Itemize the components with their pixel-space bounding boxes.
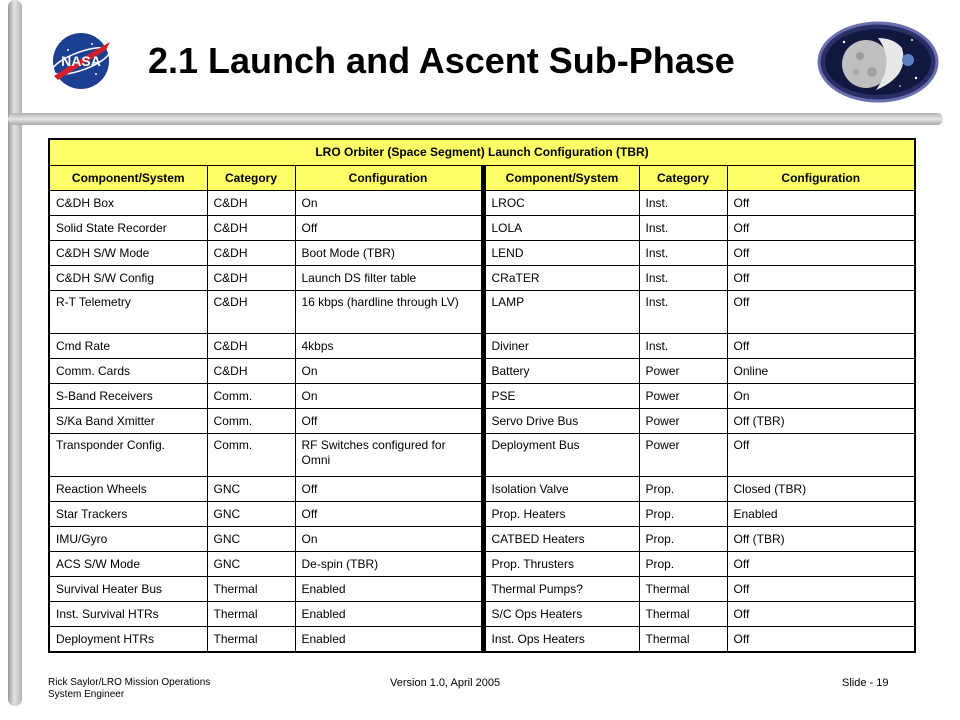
table-cell: Off bbox=[295, 477, 483, 502]
table-cell: On bbox=[295, 527, 483, 552]
table-cell: Thermal bbox=[207, 627, 295, 653]
table-cell: Off bbox=[727, 191, 915, 216]
table-cell: C&DH Box bbox=[49, 191, 207, 216]
table-cell: 4kbps bbox=[295, 334, 483, 359]
table-cell: GNC bbox=[207, 552, 295, 577]
table-cell: Off bbox=[727, 216, 915, 241]
table-cell: Enabled bbox=[295, 577, 483, 602]
table-cell: Inst. bbox=[639, 291, 727, 334]
table-cell: Power bbox=[639, 359, 727, 384]
table-row bbox=[49, 384, 915, 409]
table-row bbox=[49, 602, 915, 627]
column-header: Configuration bbox=[727, 166, 915, 191]
table-header-row bbox=[49, 166, 915, 191]
table-cell: C&DH bbox=[207, 334, 295, 359]
table-cell: Power bbox=[639, 409, 727, 434]
footer-author-name: Rick Saylor/LRO Mission Operations bbox=[48, 677, 211, 688]
table-cell: Online bbox=[727, 359, 915, 384]
table-row bbox=[49, 527, 915, 552]
table-row bbox=[49, 577, 915, 602]
table-cell: Off (TBR) bbox=[727, 409, 915, 434]
table-row bbox=[49, 477, 915, 502]
left-decorative-bar bbox=[8, 0, 22, 706]
table-cell: Enabled bbox=[727, 502, 915, 527]
table-row bbox=[49, 291, 915, 334]
column-header: Category bbox=[207, 166, 295, 191]
footer-version: Version 1.0, April 2005 bbox=[390, 677, 501, 689]
table-cell: Deployment HTRs bbox=[49, 627, 207, 653]
table-cell: Thermal bbox=[207, 602, 295, 627]
svg-text:NASA: NASA bbox=[61, 53, 101, 69]
column-header: Component/System bbox=[483, 166, 639, 191]
table-row bbox=[49, 191, 915, 216]
table-cell: Boot Mode (TBR) bbox=[295, 241, 483, 266]
table-cell: LEND bbox=[483, 241, 639, 266]
table-cell: C&DH S/W Config bbox=[49, 266, 207, 291]
table-cell: C&DH bbox=[207, 191, 295, 216]
table-cell: On bbox=[295, 359, 483, 384]
table-cell: Power bbox=[639, 434, 727, 477]
table-cell: Off bbox=[727, 602, 915, 627]
table-cell: Comm. Cards bbox=[49, 359, 207, 384]
table-cell: C&DH bbox=[207, 359, 295, 384]
table-cell: GNC bbox=[207, 527, 295, 552]
table-cell: On bbox=[295, 384, 483, 409]
table-row bbox=[49, 334, 915, 359]
table-cell: Off bbox=[295, 502, 483, 527]
table-cell: Battery bbox=[483, 359, 639, 384]
table-cell: Solid State Recorder bbox=[49, 216, 207, 241]
table-cell: Launch DS filter table bbox=[295, 266, 483, 291]
table-row bbox=[49, 359, 915, 384]
table-row bbox=[49, 216, 915, 241]
table-cell: C&DH S/W Mode bbox=[49, 241, 207, 266]
table-caption-row bbox=[49, 139, 915, 166]
column-header: Category bbox=[639, 166, 727, 191]
table-cell: Inst. Survival HTRs bbox=[49, 602, 207, 627]
column-header: Configuration bbox=[295, 166, 483, 191]
table-cell: On bbox=[295, 191, 483, 216]
table-cell: Off bbox=[295, 216, 483, 241]
table-cell: Off bbox=[727, 266, 915, 291]
column-header: Component/System bbox=[49, 166, 207, 191]
table-cell: RF Switches configured for Omni bbox=[295, 434, 483, 477]
header-divider-bar bbox=[8, 113, 943, 125]
slide-title: 2.1 Launch and Ascent Sub-Phase bbox=[148, 40, 735, 81]
table-row bbox=[49, 552, 915, 577]
table-cell: Off bbox=[727, 241, 915, 266]
footer-author bbox=[48, 677, 210, 701]
table-cell: Thermal bbox=[207, 577, 295, 602]
table-cell: Inst. bbox=[639, 241, 727, 266]
table-cell: Inst. bbox=[639, 216, 727, 241]
table-cell: Power bbox=[639, 384, 727, 409]
table-row bbox=[49, 434, 915, 477]
table-cell: R-T Telemetry bbox=[49, 291, 207, 334]
table-row bbox=[49, 241, 915, 266]
table-cell: LOLA bbox=[483, 216, 639, 241]
table-cell: Prop. Thrusters bbox=[483, 552, 639, 577]
footer-author-role: System Engineer bbox=[48, 689, 125, 700]
table-cell: GNC bbox=[207, 477, 295, 502]
table-body bbox=[49, 191, 915, 653]
table-cell: Thermal bbox=[639, 577, 727, 602]
table-cell: IMU/Gyro bbox=[49, 527, 207, 552]
table-cell: Deployment Bus bbox=[483, 434, 639, 477]
table-cell: Inst. Ops Heaters bbox=[483, 627, 639, 653]
table-cell: Off bbox=[727, 434, 915, 477]
table-cell: Survival Heater Bus bbox=[49, 577, 207, 602]
table-cell: Off bbox=[727, 291, 915, 334]
table-cell: C&DH bbox=[207, 291, 295, 334]
table-cell: Thermal bbox=[639, 627, 727, 653]
table-cell: Enabled bbox=[295, 627, 483, 653]
table-cell: Off bbox=[295, 409, 483, 434]
table-cell: Inst. bbox=[639, 334, 727, 359]
table-cell: Inst. bbox=[639, 191, 727, 216]
table-cell: Off bbox=[727, 627, 915, 653]
table-cell: Comm. bbox=[207, 384, 295, 409]
table-row bbox=[49, 627, 915, 653]
table-cell: CATBED Heaters bbox=[483, 527, 639, 552]
table-cell: PSE bbox=[483, 384, 639, 409]
nasa-logo bbox=[48, 30, 114, 92]
table-cell: Prop. bbox=[639, 477, 727, 502]
table-cell: Off bbox=[727, 334, 915, 359]
launch-configuration-table bbox=[48, 138, 916, 653]
table-cell: Prop. bbox=[639, 527, 727, 552]
table-cell: S-Band Receivers bbox=[49, 384, 207, 409]
table-cell: Enabled bbox=[295, 602, 483, 627]
table-cell: S/C Ops Heaters bbox=[483, 602, 639, 627]
table-cell: Thermal bbox=[639, 602, 727, 627]
table-cell: Closed (TBR) bbox=[727, 477, 915, 502]
table-cell: Prop. Heaters bbox=[483, 502, 639, 527]
table-row bbox=[49, 266, 915, 291]
table-cell: Isolation Valve bbox=[483, 477, 639, 502]
table-cell: 16 kbps (hardline through LV) bbox=[295, 291, 483, 334]
table-cell: Cmd Rate bbox=[49, 334, 207, 359]
table-cell: Servo Drive Bus bbox=[483, 409, 639, 434]
table-cell: Star Trackers bbox=[49, 502, 207, 527]
table-cell: Inst. bbox=[639, 266, 727, 291]
table-cell: LROC bbox=[483, 191, 639, 216]
table-cell: Prop. bbox=[639, 502, 727, 527]
lro-mission-logo bbox=[816, 20, 940, 104]
table-cell: Diviner bbox=[483, 334, 639, 359]
table-cell: De-spin (TBR) bbox=[295, 552, 483, 577]
table-cell: Prop. bbox=[639, 552, 727, 577]
table-cell: CRaTER bbox=[483, 266, 639, 291]
footer-slide-number: Slide - 19 bbox=[842, 677, 889, 689]
table-cell: On bbox=[727, 384, 915, 409]
table-cell: Reaction Wheels bbox=[49, 477, 207, 502]
table-cell: C&DH bbox=[207, 216, 295, 241]
table-cell: C&DH bbox=[207, 241, 295, 266]
table-caption: LRO Orbiter (Space Segment) Launch Configuration (TBR) bbox=[49, 139, 915, 166]
table-cell: Off (TBR) bbox=[727, 527, 915, 552]
table-cell: GNC bbox=[207, 502, 295, 527]
table-cell: C&DH bbox=[207, 266, 295, 291]
table-cell: LAMP bbox=[483, 291, 639, 334]
table-row bbox=[49, 409, 915, 434]
table-cell: Comm. bbox=[207, 409, 295, 434]
table-cell: Off bbox=[727, 577, 915, 602]
table-cell: Off bbox=[727, 552, 915, 577]
table-cell: Transponder Config. bbox=[49, 434, 207, 477]
table-cell: Comm. bbox=[207, 434, 295, 477]
table-cell: S/Ka Band Xmitter bbox=[49, 409, 207, 434]
table-row bbox=[49, 502, 915, 527]
table-cell: Thermal Pumps? bbox=[483, 577, 639, 602]
table-cell: ACS S/W Mode bbox=[49, 552, 207, 577]
